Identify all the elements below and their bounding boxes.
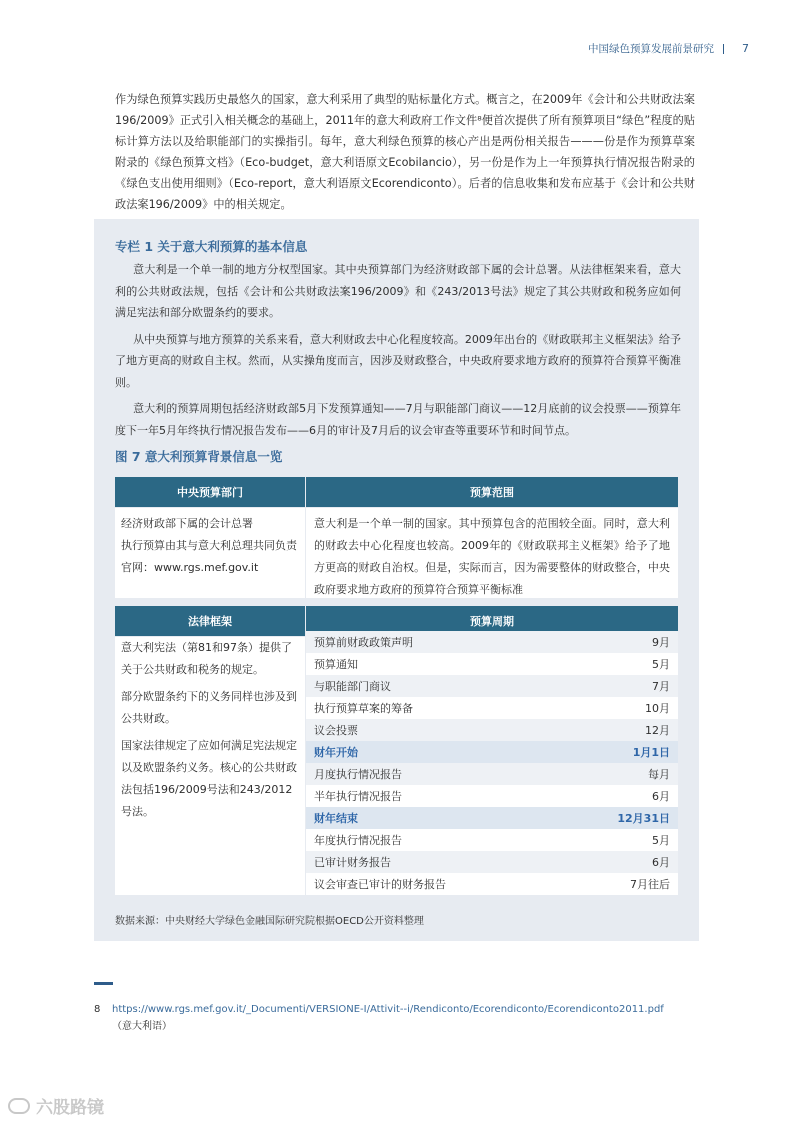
cycle-row: 执行预算草案的筹备 10月 [306,697,678,719]
cycle-row: 月度执行情况报告 每月 [306,763,678,785]
running-title: 中国绿色预算发展前景研究 [588,43,714,55]
footnote-number: 8 [94,1004,101,1015]
cycle-row: 与职能部门商议 7月 [306,675,678,697]
box-paragraph: 从中央预算与地方预算的关系来看，意大利财政去中心化程度较高。2009年出台的《财政联邦主义框架法》给予了地方更高的财政自主权。然而，从实操角度而言，因涉及财政整合，中央政府要求地方政府的预算符合预算平衡准则。 [115,332,681,389]
legal-para: 国家法律规定了应如何满足宪法规定以及欧盟条约义务。核心的公共财政法包括196/2009号法和243/2012号法。 [121,739,297,818]
central-dept-line: 执行预算由其与意大利总理共同负责 官网：www.rgs.mef.gov.it [121,539,297,574]
intro-paragraph [115,89,695,215]
cycle-row: 议会投票 12月 [306,719,678,741]
data-source: 数据来源：中央财经大学绿色金融国际研究院根据OECD公开资料整理 [115,916,424,927]
cycle-row-highlight: 财年开始 1月1日 [306,741,678,763]
cycle-row: 预算前财政政策声明 9月 [306,631,678,653]
info-box-title: 专栏 1 关于意大利预算的基本信息 [115,239,308,254]
cycle-row: 半年执行情况报告 6月 [306,785,678,807]
footnote-note: （意大利语） [112,1021,172,1032]
header-legal-framework: 法律框架 [115,606,305,636]
header-budget-cycle: 预算周期 [306,606,678,636]
page-number: 7 [742,42,749,55]
cycle-row: 年度执行情况报告 5月 [306,829,678,851]
legal-para: 意大利宪法（第81和97条）提供了关于公共财政和税务的规定。 [121,641,292,676]
footnote-link[interactable]: https://www.rgs.mef.gov.it/_Documenti/VERSIONE-I/Attivit--i/Rendiconto/Ecorendiconto/Ecorendiconto2011.pdf [112,1004,664,1015]
box-paragraph: 意大利的预算周期包括经济财政部5月下发预算通知——7月与职能部门商议——12月底前的议会投票——预算年度下一年5月年终执行情况报告发布——6月的审计及7月后的议会审查等重要环节和时间节点。 [115,402,681,437]
figure-title: 图 7 意大利预算背景信息一览 [115,449,283,464]
watermark-text: 六股路镜 [36,1098,104,1118]
central-dept-cell [115,508,305,598]
legal-para: 部分欧盟条约下的义务同样也涉及到公共财政。 [121,690,297,725]
info-box-body [115,259,681,446]
footnote [94,1001,664,1035]
header-budget-scope: 预算范围 [306,477,678,507]
watermark-logo-icon [8,1098,30,1114]
cycle-row: 议会审查已审计的财务报告 7月往后 [306,873,678,895]
cycle-row: 预算通知 5月 [306,653,678,675]
header-divider [723,44,724,54]
central-dept-line: 经济财政部下属的会计总署 [121,517,253,530]
cycle-row: 已审计财务报告 6月 [306,851,678,873]
intro-text: 作为绿色预算实践历史最悠久的国家，意大利采用了典型的贴标量化方式。概言之，在2009年《会计和公共财政法案196/2009》正式引入相关概念的基础上，2011年的意大利政府工作文件⁸便首次提供了所有预算项目“绿色”程度的贴标计算方法以及给职能部门的实操指引。每年，意大利绿色预算的核心产出是两份相关报告———份是作为预算草案附录的《绿色预算文档》（Eco-budget，意大利语原文Ecobilancio），另一份是作为上一年预算执行情况报告附录的《绿色支出使用细则》（Eco-report，意大利语原文Ecorendiconto）。后者的信息收集和发布应基于《会计和公共财政法案196/2009》中的相关规定。 [115,93,695,211]
box-paragraph: 意大利是一个单一制的地方分权型国家。其中央预算部门为经济财政部下属的会计总署。从法律框架来看，意大利的公共财政法规，包括《会计和公共财政法案196/2009》和《243/2013号法》规定了其公共财政和税务应如何满足宪法和部分欧盟条约的要求。 [115,263,681,319]
running-header [588,41,749,56]
budget-scope-text: 意大利是一个单一制的国家。其中预算包含的范围较全面。同时，意大利的财政去中心化程度也较高。2009年的《财政联邦主义框架》给予了地方更高的财政自治权。但是，实际而言，因为需要整体的财政整合，中央政府要求地方政府的预算符合预算平衡标准 [314,517,670,596]
footnote-divider [94,982,113,985]
cycle-row-highlight: 财年结束 12月31日 [306,807,678,829]
legal-framework-cell [115,637,305,895]
header-central-dept: 中央预算部门 [115,477,305,507]
budget-scope-cell [306,508,678,598]
watermark [8,1093,104,1118]
